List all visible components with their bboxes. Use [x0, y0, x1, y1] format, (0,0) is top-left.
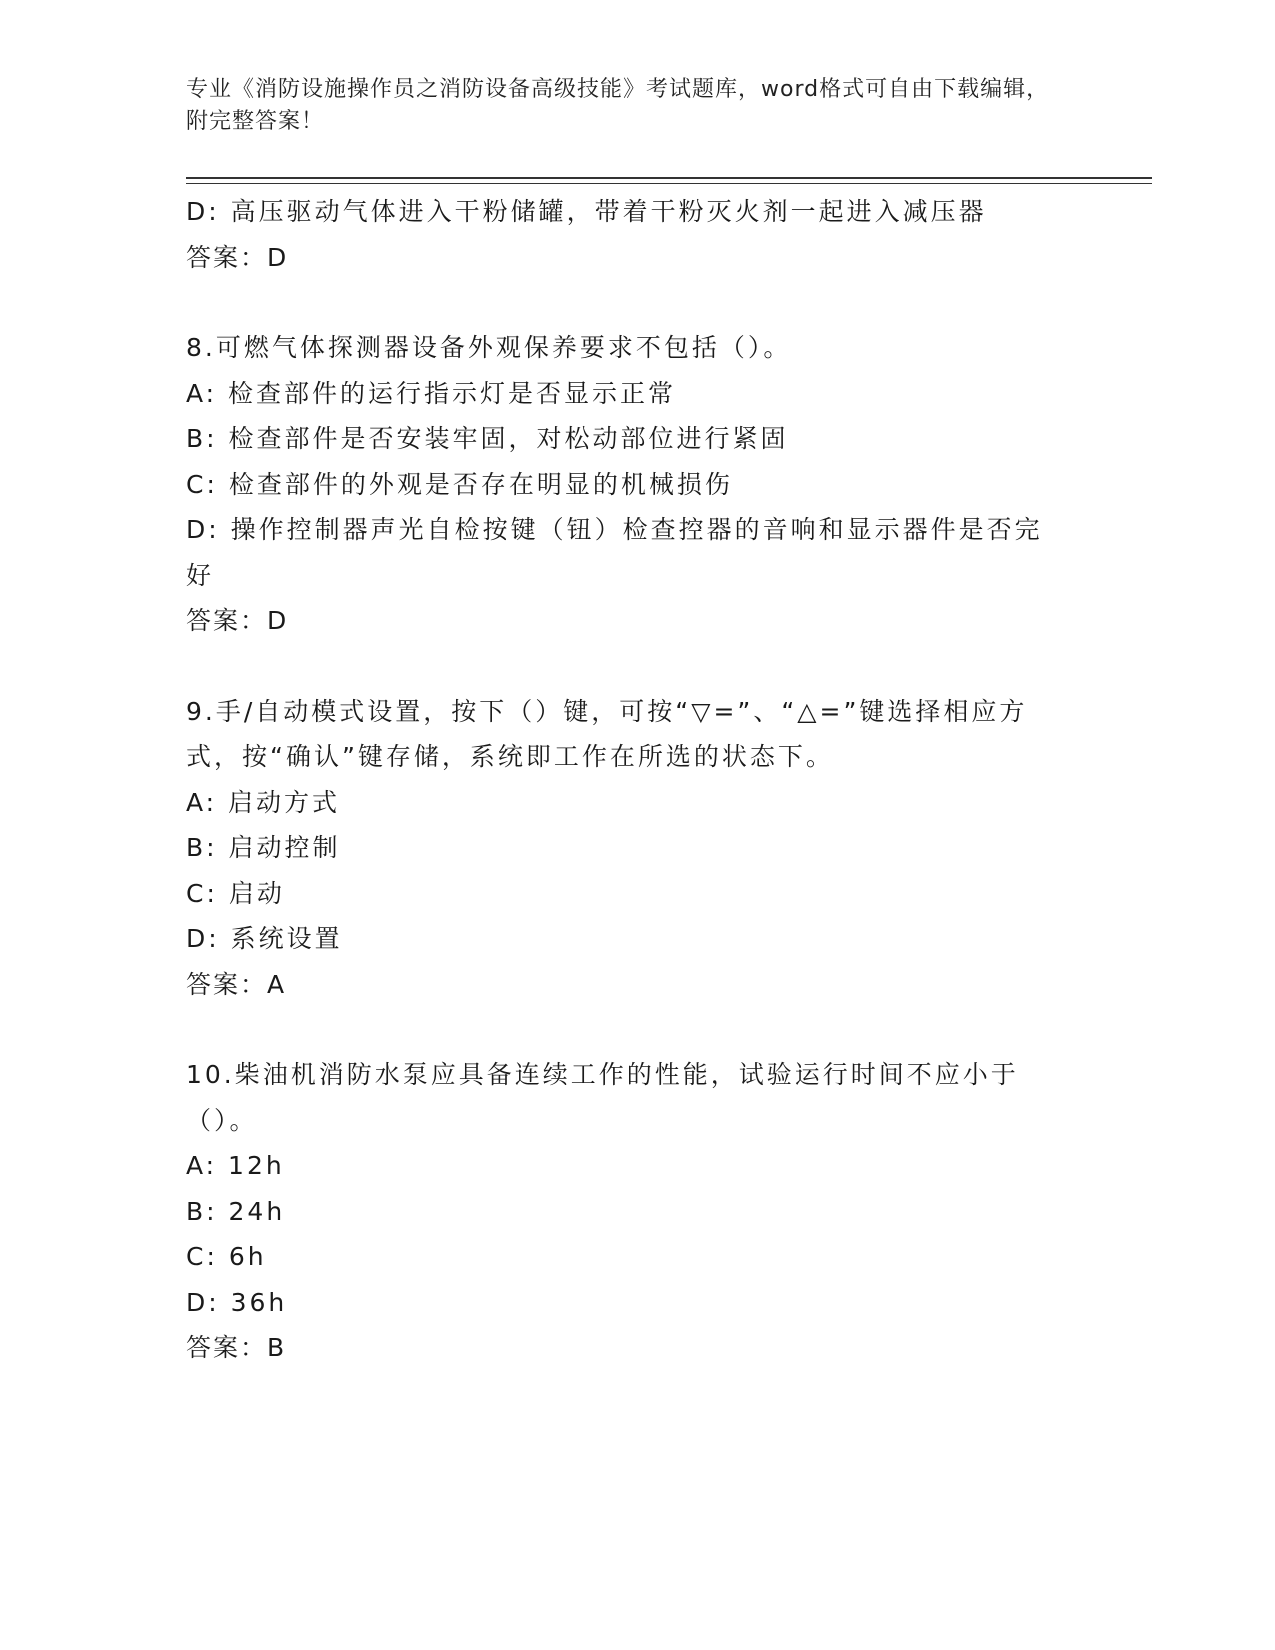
question-stem: 10.柴油机消防水泵应具备连续工作的性能，试验运行时间不应小于（）。: [186, 1060, 1019, 1135]
option-c: C: 启动: [186, 878, 285, 908]
option-b: B: 24h: [186, 1196, 286, 1226]
answer-label: 答案：D: [186, 242, 289, 272]
option-d: D: 系统设置: [186, 924, 343, 953]
option-d: D: 36h: [186, 1287, 288, 1317]
option-a: A: 启动方式: [186, 787, 341, 817]
option-d: D: 高压驱动气体进入干粉储罐，带着干粉灭火剂一起进入减压器: [186, 197, 987, 226]
question-content: [186, 189, 1066, 1371]
option-c: C: 6h: [186, 1242, 267, 1271]
question-stem: 9.手/自动模式设置，按下（）键，可按“▽=”、“△=”键选择相应方式，按“确认”键存储，系统即工作在所选的状态下。: [186, 696, 1028, 771]
answer-label: 答案：B: [186, 1333, 287, 1362]
option-b: B: 启动控制: [186, 833, 341, 862]
question-stem: 8.可燃气体探测器设备外观保养要求不包括（）。: [186, 333, 792, 362]
prev-question-block: [186, 189, 1066, 280]
page-header: 专业《消防设施操作员之消防设备高级技能》考试题库，word格式可自由下载编辑，附完整答案！: [186, 77, 1050, 134]
option-a: A: 检查部件的运行指示灯是否显示正常: [186, 378, 677, 408]
option-b: B: 检查部件是否安装牢固，对松动部位进行紧固: [186, 424, 789, 453]
answer-label: 答案：A: [186, 969, 287, 999]
header-rule-bottom: [186, 183, 1152, 184]
header-rule-top: [186, 177, 1152, 179]
question-9: [186, 689, 1066, 1008]
question-10: [186, 1052, 1066, 1371]
question-8: [186, 325, 1066, 644]
answer-label: 答案：D: [186, 606, 289, 635]
option-c: C: 检查部件的外观是否存在明显的机械损伤: [186, 469, 733, 499]
option-a: A: 12h: [186, 1151, 285, 1180]
option-d: D: 操作控制器声光自检按键（钮）检查控器的音响和显示器件是否完好: [186, 515, 1043, 590]
